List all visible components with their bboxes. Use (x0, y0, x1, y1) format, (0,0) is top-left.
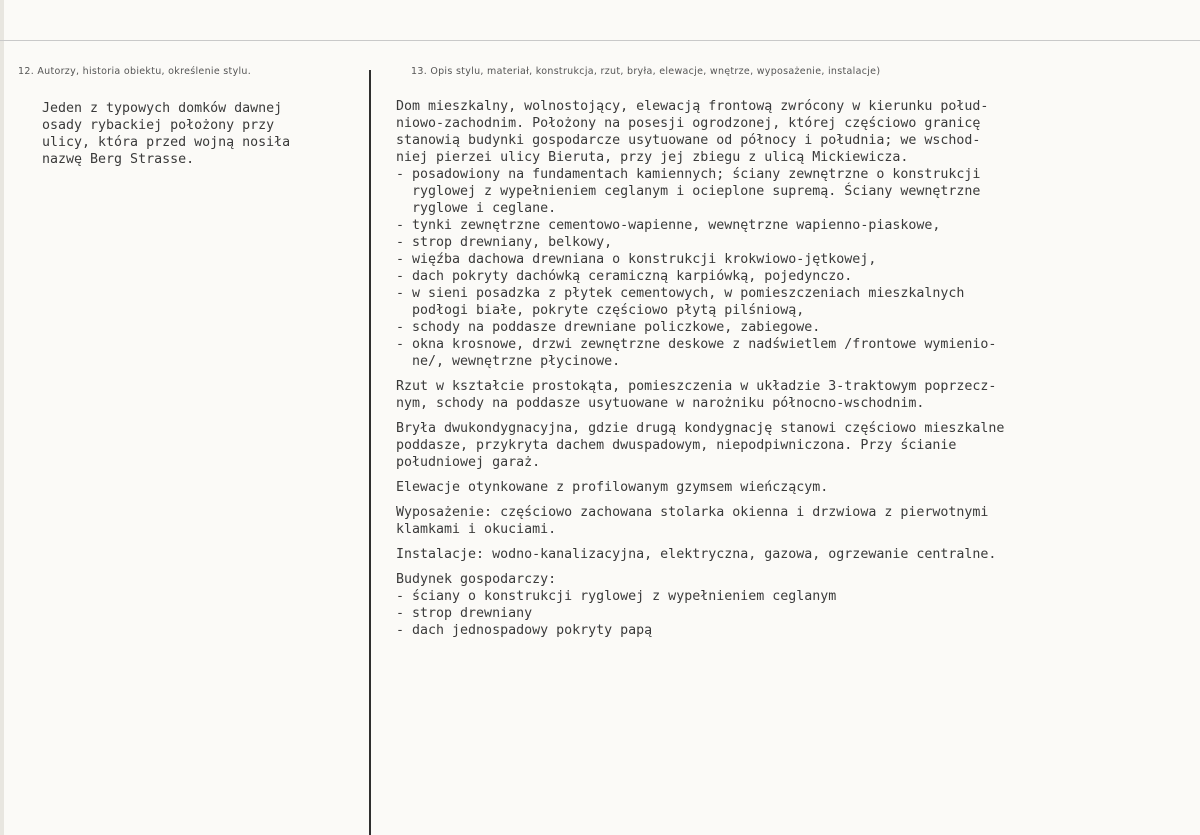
list-item: - strop drewniany, belkowy, (396, 235, 613, 250)
page-edge (0, 0, 4, 835)
list-item: - więźba dachowa drewniana o konstrukcji krokwiowo-jętkowej, (396, 252, 877, 267)
list-item: - dach pokryty dachówką ceramiczną karpiówką, pojedynczo. (396, 269, 853, 284)
history-text: Jeden z typowych domków dawnej osady rybackiej położony przy ulicy, która przed wojną nosiła nazwę Berg Strasse. (42, 101, 291, 167)
list-item: - strop drewniany (396, 606, 533, 621)
list-item: - w sieni posadzka z płytek cementowych, w pomieszczeniach mieszkalnych podłogi białe, pokryte częściowo płytą pilśniową, (396, 286, 965, 318)
elewacje-paragraph: Elewacje otynkowane z profilowanym gzymsem wieńczącym. (396, 480, 829, 495)
construction-list (396, 166, 1186, 370)
top-rule (0, 40, 1200, 41)
budynek-title: Budynek gospodarczy: (396, 572, 557, 587)
list-item: - okna krosnowe, drzwi zewnętrzne deskowe z nadświetlem /frontowe wymienio- ne/, wewnętrzne płycinowe. (396, 337, 997, 369)
description-column (396, 98, 1186, 639)
bryla-paragraph: Bryła dwukondygnacyjna, gdzie drugą kondygnację stanowi częściowo mieszkalne poddasze, przykryta dachem dwuspadowym, niepodpiwniczona. Przy ścianie południowej garaż. (396, 421, 1005, 470)
section-12-header: 12. Autorzy, historia obiektu, określenie stylu. (18, 66, 252, 77)
budynek-list (396, 588, 1186, 639)
list-item: - tynki zewnętrzne cementowo-wapienne, wewnętrzne wapienno-piaskowe, (396, 218, 941, 233)
list-item: - schody na poddasze drewniane policzkowe, zabiegowe. (396, 320, 821, 335)
wyposazenie-paragraph: Wyposażenie: częściowo zachowana stolarka okienna i drzwiowa z pierwotnymi klamkami i okuciami. (396, 505, 989, 537)
list-item: - posadowiony na fundamentach kamiennych; ściany zewnętrzne o konstrukcji ryglowej z wypełnieniem ceglanym i ocieplone supremą. Ściany wewnętrzne ryglowe i ceglane. (396, 167, 981, 216)
list-item: - ściany o konstrukcji ryglowej z wypełnieniem ceglanym (396, 589, 837, 604)
column-divider (369, 70, 371, 835)
instalacje-paragraph: Instalacje: wodno-kanalizacyjna, elektryczna, gazowa, ogrzewanie centralne. (396, 547, 997, 562)
section-13-header: 13. Opis stylu, materiał, konstrukcja, rzut, bryła, elewacje, wnętrze, wyposażenie, instalacje) (411, 66, 881, 77)
list-item: - dach jednospadowy pokryty papą (396, 623, 653, 638)
intro-paragraph: Dom mieszkalny, wolnostojący, elewacją frontową zwrócony w kierunku połud- niowo-zachodnim. Położony na posesji ogrodzonej, której częściowo granicę stanowią budynki gospodarcze usytuowane od północy i południa; we wschod- niej pierzei ulicy Bieruta, przy jej zbiegu z ulicą Mickiewicza. (396, 99, 989, 165)
rzut-paragraph: Rzut w kształcie prostokąta, pomieszczenia w układzie 3-traktowym poprzecz- nym, schody na poddasze usytuowane w narożniku północno-wschodnim. (396, 379, 997, 411)
